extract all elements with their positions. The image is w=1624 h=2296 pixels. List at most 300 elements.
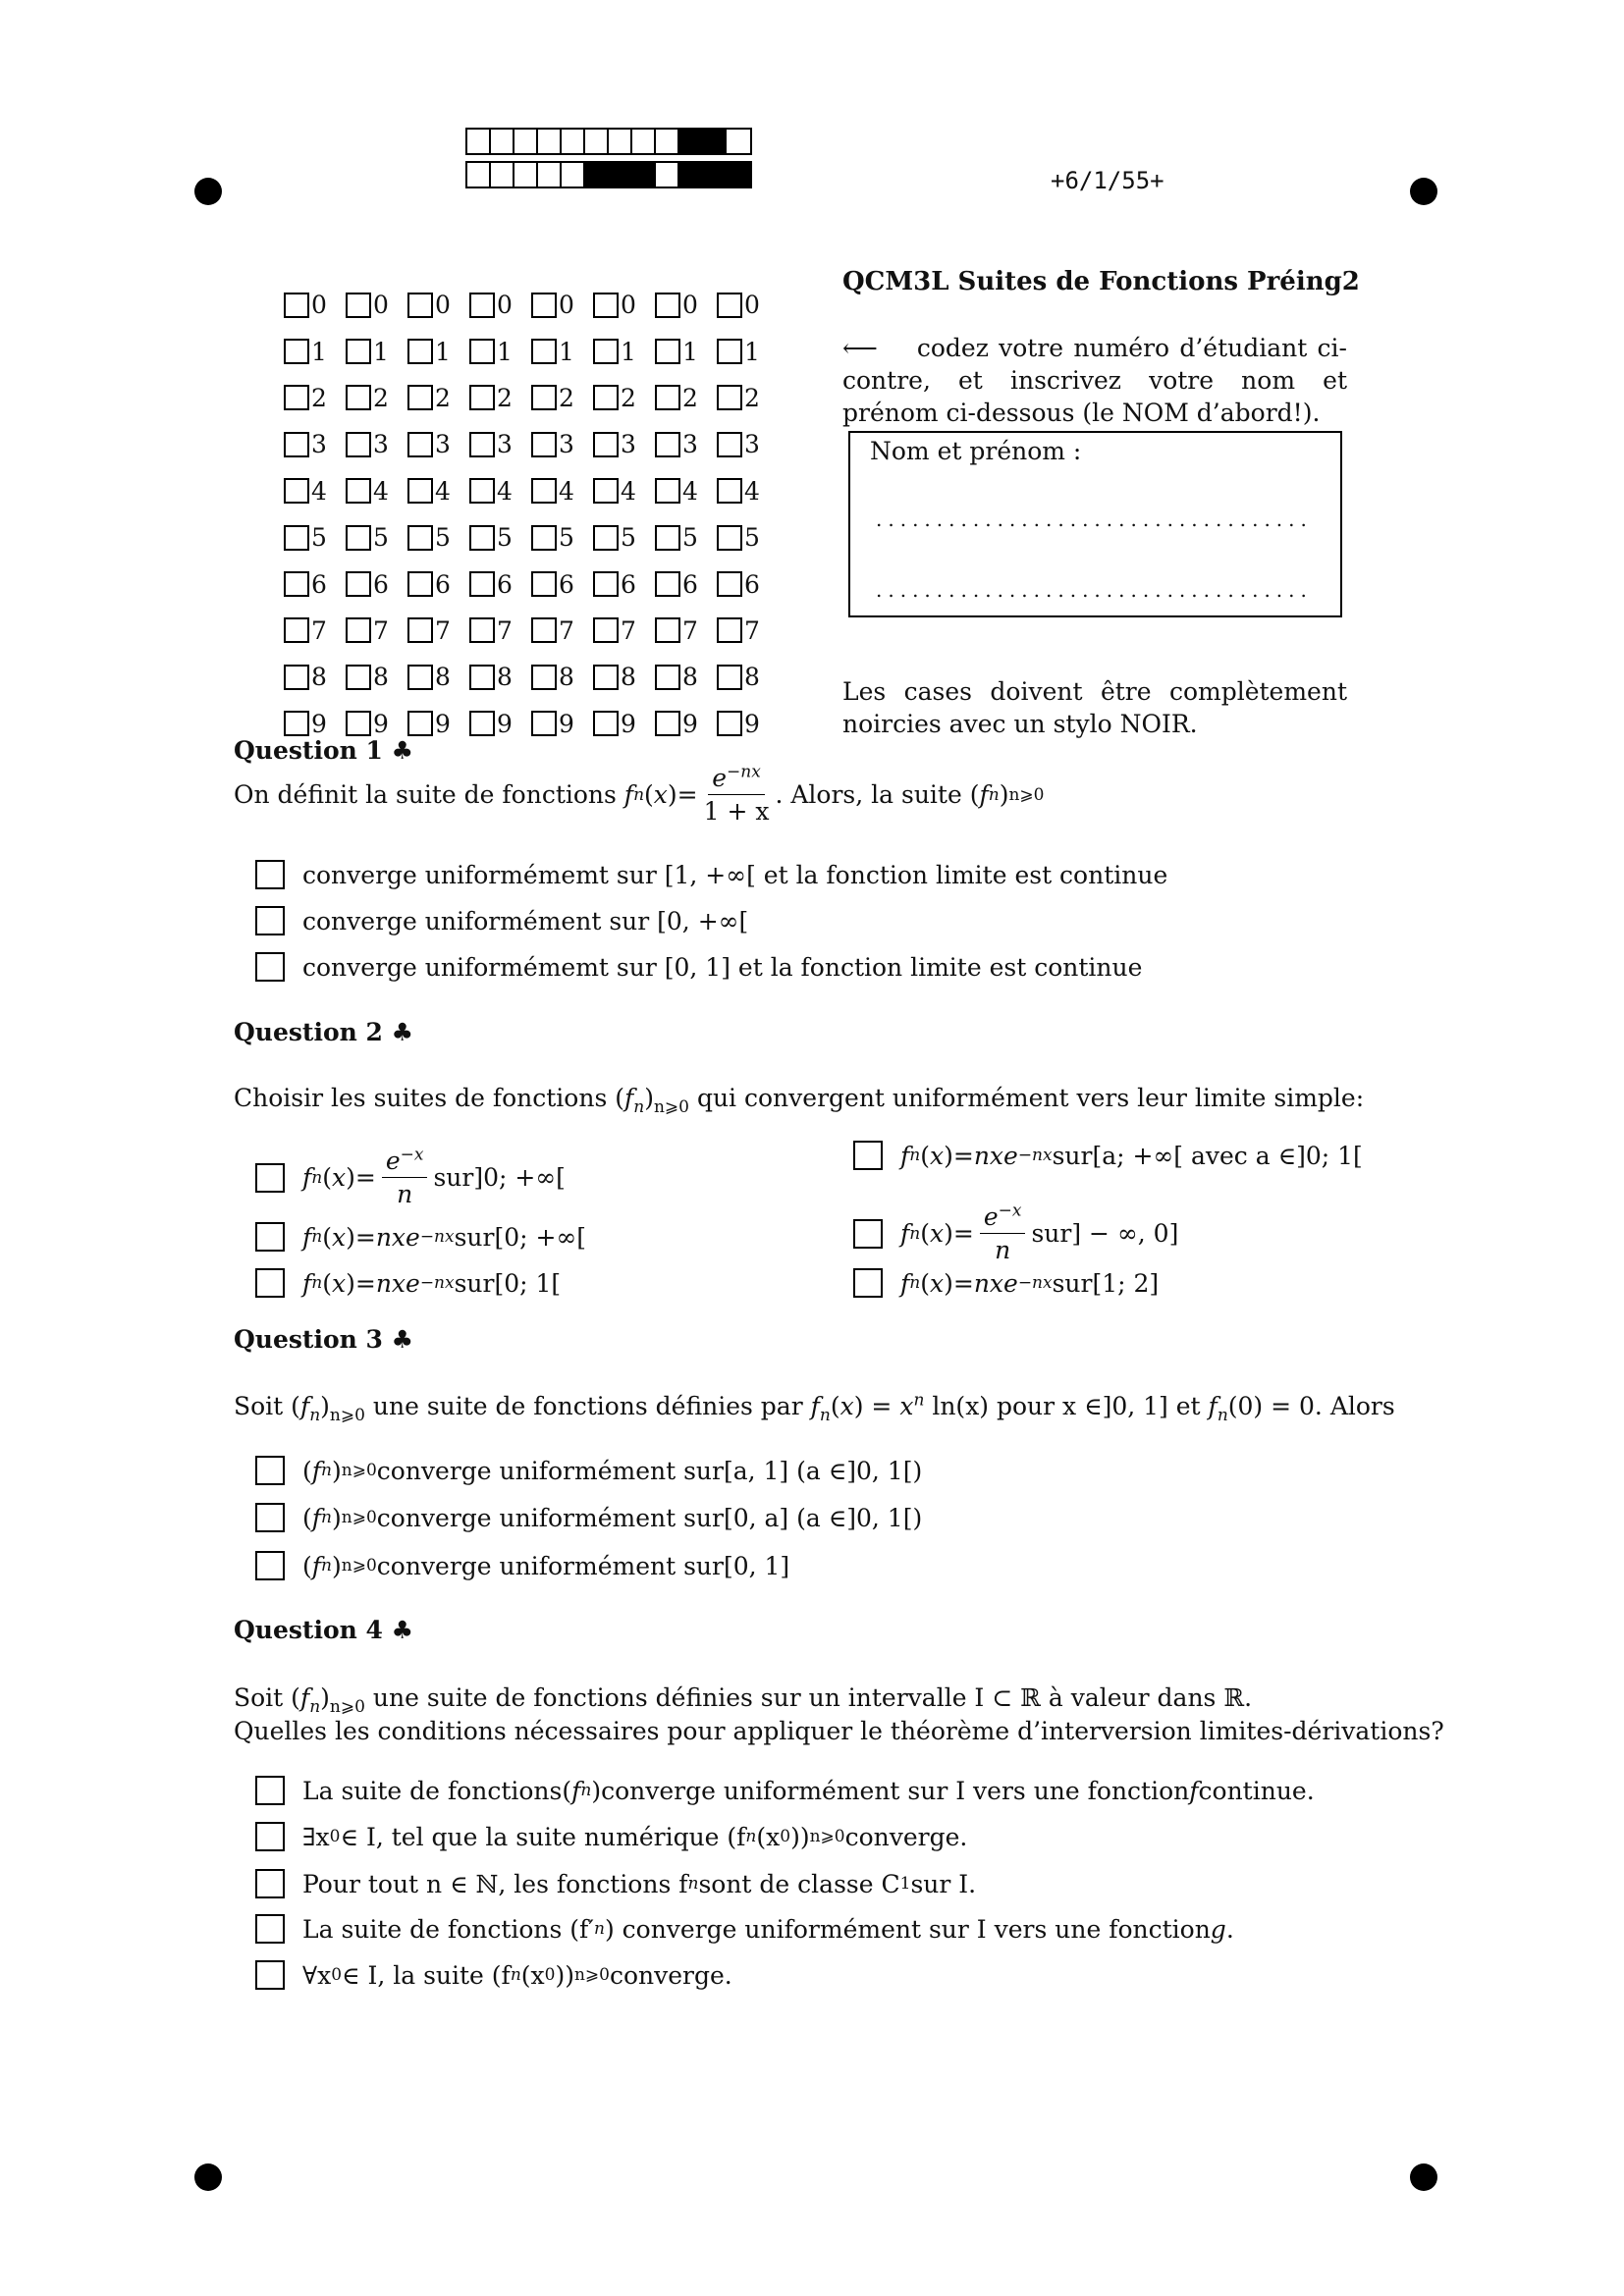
digit-label: 6 [311, 569, 327, 599]
registration-mark-top-right [1410, 178, 1437, 205]
checkbox[interactable] [593, 711, 619, 736]
q4-answer-5[interactable]: ∀x 0 ∈ I, la suite (f n (x 0 )) n⩾0 converge. [255, 1960, 732, 1990]
student-id-digit-option[interactable] [717, 617, 779, 643]
student-id-digit-option[interactable] [717, 293, 779, 318]
checkbox[interactable] [284, 665, 309, 690]
student-id-digit-option[interactable] [407, 293, 469, 318]
barcode-cell [467, 163, 491, 187]
student-id-digit-option[interactable] [531, 293, 593, 318]
student-id-digit-option[interactable] [531, 711, 593, 736]
checkbox[interactable] [593, 665, 619, 690]
student-id-digit-option[interactable] [469, 665, 531, 690]
checkbox[interactable] [531, 478, 557, 504]
digit-label: 6 [682, 569, 698, 599]
checkbox[interactable] [255, 1822, 285, 1851]
digit-label: 3 [559, 430, 574, 459]
digit-label: 2 [435, 383, 451, 412]
barcode-cell [609, 163, 632, 187]
checkbox[interactable] [346, 339, 371, 364]
checkbox[interactable] [255, 952, 285, 982]
digit-label: 8 [682, 663, 698, 692]
q2-answer-6[interactable]: f n ( x ) = nx e −nx sur [1; 2] [853, 1268, 1159, 1298]
student-id-digit-option[interactable] [655, 478, 717, 504]
barcode-cell [467, 130, 491, 153]
digit-label: 7 [311, 615, 327, 645]
barcode-cell [632, 130, 656, 153]
student-id-digit-option[interactable] [346, 665, 407, 690]
name-line-1[interactable]: .................................... [876, 507, 1313, 531]
barcode-cell [679, 130, 703, 153]
digit-label: 4 [435, 476, 451, 506]
digit-label: 9 [373, 709, 389, 738]
checkbox[interactable] [531, 339, 557, 364]
student-id-digit-option[interactable] [655, 525, 717, 551]
checkbox[interactable] [284, 711, 309, 736]
checkbox[interactable] [284, 293, 309, 318]
student-id-digit-option[interactable] [469, 432, 531, 457]
registration-mark-top-left [194, 178, 222, 205]
digit-label: 8 [744, 663, 760, 692]
checkbox[interactable] [717, 385, 742, 410]
checkbox[interactable] [284, 525, 309, 551]
digit-label: 1 [497, 337, 513, 366]
student-id-grid [284, 282, 779, 747]
name-field-box[interactable] [848, 431, 1342, 617]
checkbox[interactable] [255, 1551, 285, 1580]
student-id-digit-option[interactable] [531, 478, 593, 504]
checkbox[interactable] [717, 339, 742, 364]
digit-label: 8 [435, 663, 451, 692]
checkbox[interactable] [346, 385, 371, 410]
student-id-digit-option[interactable] [717, 525, 779, 551]
checkbox[interactable] [717, 617, 742, 643]
student-id-digit-option[interactable] [346, 711, 407, 736]
q3-answer-1[interactable]: ( f n ) n⩾0 converge uniformément sur [a, 1] (a ∈]0, 1[) [255, 1456, 922, 1485]
checkbox[interactable] [284, 478, 309, 504]
student-id-digit-option[interactable] [469, 617, 531, 643]
digit-label: 9 [435, 709, 451, 738]
student-id-digit-option[interactable] [655, 293, 717, 318]
student-id-digit-option[interactable] [531, 432, 593, 457]
student-id-digit-option[interactable] [717, 385, 779, 410]
q1-answer-1[interactable]: converge uniformémemt sur [1, +∞[ et la fonction limite est continue [255, 860, 1167, 889]
digit-label: 1 [744, 337, 760, 366]
checkbox[interactable] [284, 432, 309, 457]
registration-mark-bottom-right [1410, 2163, 1437, 2191]
student-id-digit-option[interactable] [284, 478, 346, 504]
checkbox[interactable] [346, 478, 371, 504]
digit-label: 2 [311, 383, 327, 412]
checkbox[interactable] [531, 571, 557, 597]
checkbox[interactable] [255, 1914, 285, 1944]
checkbox[interactable] [284, 385, 309, 410]
student-id-digit-option[interactable] [593, 385, 655, 410]
digit-label: 0 [559, 291, 574, 320]
q1-answer-2[interactable]: converge uniformément sur [0, +∞[ [255, 906, 748, 935]
student-id-digit-option[interactable] [593, 478, 655, 504]
student-id-row [284, 421, 779, 467]
checkbox[interactable] [407, 432, 433, 457]
student-id-digit-option[interactable] [717, 711, 779, 736]
checkbox[interactable] [531, 617, 557, 643]
barcode-cell [538, 163, 562, 187]
digit-label: 5 [559, 523, 574, 553]
q2-answer-1[interactable]: f n ( x ) = $\frac{e^{-x}}{n}$ sur ]0; +∞[ [255, 1147, 566, 1208]
q2-answer-4[interactable]: f n ( x ) = nx e −nx sur [a; +∞[ avec a ∈]0; 1[ [853, 1141, 1363, 1170]
checkbox[interactable] [655, 385, 680, 410]
checkbox[interactable] [531, 293, 557, 318]
question-4-prompt: Soit $(f_n)_{n⩾0}$ une suite de fonctions définies sur un intervalle I ⊂ ℝ à valeur dans ℝ. Quelles les conditions nécessaires pour appliquer le théorème d’interversion limites-dérivations? [234, 1683, 1444, 1745]
q2-answer-2[interactable]: f n ( x ) = nx e −nx sur [0; +∞[ [255, 1222, 586, 1252]
barcode-cell [514, 130, 538, 153]
checkbox[interactable] [255, 1456, 285, 1485]
checkbox[interactable] [469, 478, 495, 504]
student-id-digit-option[interactable] [284, 571, 346, 597]
question-2-header: Question 2 ♣ [234, 1018, 414, 1046]
digit-label: 6 [435, 569, 451, 599]
checkbox[interactable] [531, 525, 557, 551]
checkbox[interactable] [717, 525, 742, 551]
student-id-digit-option[interactable] [284, 525, 346, 551]
student-id-digit-option[interactable] [284, 432, 346, 457]
student-id-digit-option[interactable] [469, 711, 531, 736]
digit-label: 3 [373, 430, 389, 459]
q4-answer-1[interactable]: La suite de fonctions ( f n ) converge uniformément sur I vers une fonction f continue. [255, 1776, 1315, 1805]
student-id-digit-option[interactable] [284, 617, 346, 643]
checkbox[interactable] [255, 1268, 285, 1298]
student-id-digit-option[interactable] [407, 478, 469, 504]
checkbox[interactable] [717, 711, 742, 736]
student-id-digit-option[interactable] [407, 385, 469, 410]
digit-label: 6 [373, 569, 389, 599]
page-barcode-top [465, 128, 752, 155]
student-id-digit-option[interactable] [469, 339, 531, 364]
student-id-digit-option[interactable] [407, 571, 469, 597]
digit-label: 4 [311, 476, 327, 506]
digit-label: 1 [435, 337, 451, 366]
club-icon: ♣ [391, 1018, 414, 1046]
checkbox[interactable] [469, 711, 495, 736]
student-id-digit-option[interactable] [531, 571, 593, 597]
name-field-label: Nom et prénom : [870, 437, 1082, 465]
student-id-digit-option[interactable] [284, 385, 346, 410]
student-id-digit-option[interactable] [531, 525, 593, 551]
digit-label: 1 [559, 337, 574, 366]
student-id-digit-option[interactable] [531, 339, 593, 364]
digit-label: 4 [621, 476, 636, 506]
student-id-digit-option[interactable] [407, 432, 469, 457]
student-id-digit-option[interactable] [593, 339, 655, 364]
student-id-digit-option[interactable] [407, 525, 469, 551]
student-id-digit-option[interactable] [655, 617, 717, 643]
question-4-header: Question 4 ♣ [234, 1616, 414, 1644]
checkbox[interactable] [407, 525, 433, 551]
checkbox[interactable] [593, 571, 619, 597]
student-id-digit-option[interactable] [469, 525, 531, 551]
checkbox[interactable] [346, 571, 371, 597]
digit-label: 2 [744, 383, 760, 412]
checkbox[interactable] [346, 711, 371, 736]
student-id-digit-option[interactable] [346, 432, 407, 457]
fraction: $\frac{e^{-nx}}{1 + x}$ [703, 762, 770, 826]
student-id-digit-option[interactable] [284, 293, 346, 318]
page-barcode-bottom [465, 161, 752, 188]
student-id-digit-option[interactable] [717, 665, 779, 690]
checkbox[interactable] [469, 432, 495, 457]
checkbox[interactable] [284, 571, 309, 597]
student-id-digit-option[interactable] [593, 525, 655, 551]
digit-label: 8 [497, 663, 513, 692]
checkbox[interactable] [407, 617, 433, 643]
barcode-cell [656, 130, 679, 153]
checkbox[interactable] [255, 1222, 285, 1252]
barcode-cell [585, 130, 609, 153]
checkbox[interactable] [655, 478, 680, 504]
checkbox[interactable] [407, 665, 433, 690]
checkbox[interactable] [407, 571, 433, 597]
student-id-digit-option[interactable] [593, 665, 655, 690]
checkbox[interactable] [593, 293, 619, 318]
digit-label: 9 [744, 709, 760, 738]
checkbox[interactable] [407, 478, 433, 504]
student-id-digit-option[interactable] [655, 385, 717, 410]
student-id-digit-option[interactable] [655, 665, 717, 690]
student-id-digit-option[interactable] [655, 339, 717, 364]
checkbox[interactable] [593, 617, 619, 643]
student-id-row [284, 282, 779, 328]
student-id-digit-option[interactable] [531, 617, 593, 643]
student-id-digit-option[interactable] [469, 385, 531, 410]
barcode-cell [703, 163, 727, 187]
checkbox[interactable] [655, 432, 680, 457]
checkbox[interactable] [255, 1163, 285, 1193]
student-id-digit-option[interactable] [284, 711, 346, 736]
student-id-digit-option[interactable] [407, 711, 469, 736]
page-code: +6/1/55+ [1051, 167, 1164, 194]
q4-answer-4[interactable]: La suite de fonctions (f′ n ) converge uniformément sur I vers une fonction g . [255, 1914, 1234, 1944]
student-id-digit-option[interactable] [593, 711, 655, 736]
checkbox[interactable] [531, 665, 557, 690]
digit-label: 5 [311, 523, 327, 553]
q3-answer-3[interactable]: ( f n ) n⩾0 converge uniformément sur [0, 1] [255, 1551, 789, 1580]
student-id-digit-option[interactable] [346, 478, 407, 504]
checkbox[interactable] [655, 525, 680, 551]
q1-answer-3[interactable]: converge uniformémemt sur [0, 1] et la fonction limite est continue [255, 952, 1142, 982]
digit-label: 7 [435, 615, 451, 645]
barcode-cell [491, 130, 514, 153]
checkbox[interactable] [255, 1776, 285, 1805]
digit-label: 6 [621, 569, 636, 599]
checkbox[interactable] [531, 385, 557, 410]
digit-label: 1 [311, 337, 327, 366]
student-id-digit-option[interactable] [346, 293, 407, 318]
student-id-row [284, 328, 779, 374]
checkbox[interactable] [255, 1869, 285, 1898]
checkbox[interactable] [655, 293, 680, 318]
left-arrow-icon: ⟵ [842, 334, 878, 362]
student-id-row [284, 468, 779, 514]
student-id-digit-option[interactable] [346, 571, 407, 597]
student-id-row [284, 608, 779, 654]
digit-label: 9 [497, 709, 513, 738]
checkbox[interactable] [346, 432, 371, 457]
q3-answer-2[interactable]: ( f n ) n⩾0 converge uniformément sur [0, a] (a ∈]0, 1[) [255, 1503, 922, 1532]
barcode-cell [679, 163, 703, 187]
checkbox[interactable] [593, 478, 619, 504]
checkbox[interactable] [255, 1503, 285, 1532]
barcode-cell [632, 163, 656, 187]
student-id-digit-option[interactable] [717, 432, 779, 457]
club-icon: ♣ [391, 1616, 414, 1644]
q4-answer-3[interactable]: Pour tout n ∈ ℕ, les fonctions f n sont de classe C 1 sur I. [255, 1869, 976, 1898]
student-id-digit-option[interactable] [346, 525, 407, 551]
student-id-digit-option[interactable] [655, 571, 717, 597]
exam-title: QCM3L Suites de Fonctions Préing2 [842, 267, 1360, 296]
digit-label: 0 [311, 291, 327, 320]
q4-answer-2[interactable]: ∃x 0 ∈ I, tel que la suite numérique (f n (x 0 )) n⩾0 converge. [255, 1822, 967, 1851]
digit-label: 8 [621, 663, 636, 692]
digit-label: 6 [744, 569, 760, 599]
checkbox[interactable] [531, 432, 557, 457]
student-id-digit-option[interactable] [593, 571, 655, 597]
digit-label: 2 [559, 383, 574, 412]
digit-label: 8 [311, 663, 327, 692]
checkbox[interactable] [853, 1268, 883, 1298]
digit-label: 2 [497, 383, 513, 412]
digit-label: 4 [744, 476, 760, 506]
digit-label: 5 [435, 523, 451, 553]
digit-label: 2 [621, 383, 636, 412]
checkbox[interactable] [346, 665, 371, 690]
barcode-cell [727, 163, 750, 187]
checkbox[interactable] [407, 339, 433, 364]
question-1-header: Question 1 ♣ [234, 736, 414, 765]
club-icon: ♣ [391, 1325, 414, 1354]
name-line-2[interactable]: .................................... [876, 578, 1313, 602]
checkbox[interactable] [346, 525, 371, 551]
student-id-digit-option[interactable] [346, 339, 407, 364]
question-3-prompt: Soit $(f_n)_{n⩾0}$ une suite de fonctions définies par $f_n(x) = x^n$ ln(x) pour x ∈]0, 1] et $f_n(0) = 0$. Alors [234, 1390, 1395, 1425]
checkbox[interactable] [593, 432, 619, 457]
checkbox[interactable] [469, 339, 495, 364]
checkbox[interactable] [255, 906, 285, 935]
student-id-digit-option[interactable] [593, 293, 655, 318]
q2-answer-3[interactable]: f n ( x ) = nx e −nx sur [0; 1[ [255, 1268, 561, 1298]
digit-label: 7 [497, 615, 513, 645]
barcode-cell [656, 163, 679, 187]
student-id-digit-option[interactable] [717, 339, 779, 364]
registration-mark-bottom-left [194, 2163, 222, 2191]
student-id-digit-option[interactable] [346, 617, 407, 643]
digit-label: 9 [311, 709, 327, 738]
checkbox[interactable] [346, 617, 371, 643]
checkbox[interactable] [655, 617, 680, 643]
digit-label: 5 [621, 523, 636, 553]
question-1-prompt: On définit la suite de fonctions f n ( x ) = $\frac{e^{-nx}}{1 + x}$ . Alors, la suite ( f n ) n⩾0 [234, 762, 1045, 826]
digit-label: 7 [559, 615, 574, 645]
digit-label: 7 [744, 615, 760, 645]
checkbox[interactable] [469, 617, 495, 643]
digit-label: 0 [373, 291, 389, 320]
digit-label: 0 [682, 291, 698, 320]
checkbox[interactable] [593, 339, 619, 364]
digit-label: 5 [373, 523, 389, 553]
checkbox[interactable] [655, 571, 680, 597]
checkbox[interactable] [593, 385, 619, 410]
barcode-cell [491, 163, 514, 187]
digit-label: 7 [682, 615, 698, 645]
digit-label: 8 [373, 663, 389, 692]
id-instructions: ⟵ codez votre numéro d’étudiant ci-contre, et inscrivez votre nom et prénom ci-dessous (le NOM d’abord!). [842, 334, 1347, 427]
student-id-row [284, 514, 779, 561]
student-id-digit-option[interactable] [407, 339, 469, 364]
checkbox[interactable] [469, 525, 495, 551]
checkbox[interactable] [655, 339, 680, 364]
digit-label: 0 [621, 291, 636, 320]
student-id-digit-option[interactable] [407, 665, 469, 690]
checkbox[interactable] [346, 293, 371, 318]
checkbox[interactable] [853, 1141, 883, 1170]
checkbox[interactable] [284, 339, 309, 364]
checkbox[interactable] [655, 711, 680, 736]
student-id-digit-option[interactable] [346, 385, 407, 410]
student-id-digit-option[interactable] [655, 432, 717, 457]
checkbox[interactable] [531, 711, 557, 736]
student-id-digit-option[interactable] [469, 293, 531, 318]
digit-label: 1 [373, 337, 389, 366]
checkbox[interactable] [717, 432, 742, 457]
student-id-digit-option[interactable] [593, 617, 655, 643]
digit-label: 9 [621, 709, 636, 738]
checkbox[interactable] [469, 665, 495, 690]
checkbox[interactable] [469, 293, 495, 318]
digit-label: 1 [621, 337, 636, 366]
q2-answer-5[interactable]: f n ( x ) = $\frac{e^{-x}}{n}$ sur ] − ∞, 0] [853, 1202, 1178, 1264]
student-id-digit-option[interactable] [469, 571, 531, 597]
checkbox[interactable] [717, 571, 742, 597]
student-id-digit-option[interactable] [593, 432, 655, 457]
checkbox[interactable] [407, 711, 433, 736]
student-id-digit-option[interactable] [284, 665, 346, 690]
checkbox[interactable] [655, 665, 680, 690]
checkbox[interactable] [255, 1960, 285, 1990]
student-id-digit-option[interactable] [407, 617, 469, 643]
checkbox[interactable] [717, 478, 742, 504]
digit-label: 0 [497, 291, 513, 320]
student-id-digit-option[interactable] [717, 571, 779, 597]
checkbox[interactable] [407, 385, 433, 410]
checkbox[interactable] [469, 385, 495, 410]
digit-label: 5 [682, 523, 698, 553]
student-id-digit-option[interactable] [284, 339, 346, 364]
checkbox[interactable] [853, 1219, 883, 1249]
digit-label: 2 [373, 383, 389, 412]
student-id-digit-option[interactable] [655, 711, 717, 736]
student-id-digit-option[interactable] [531, 385, 593, 410]
student-id-row [284, 561, 779, 607]
checkbox[interactable] [593, 525, 619, 551]
checkbox[interactable] [284, 617, 309, 643]
checkbox[interactable] [469, 571, 495, 597]
student-id-digit-option[interactable] [531, 665, 593, 690]
student-id-digit-option[interactable] [469, 478, 531, 504]
digit-label: 5 [744, 523, 760, 553]
checkbox[interactable] [407, 293, 433, 318]
checkbox[interactable] [255, 860, 285, 889]
checkbox[interactable] [717, 293, 742, 318]
student-id-digit-option[interactable] [717, 478, 779, 504]
checkbox[interactable] [717, 665, 742, 690]
